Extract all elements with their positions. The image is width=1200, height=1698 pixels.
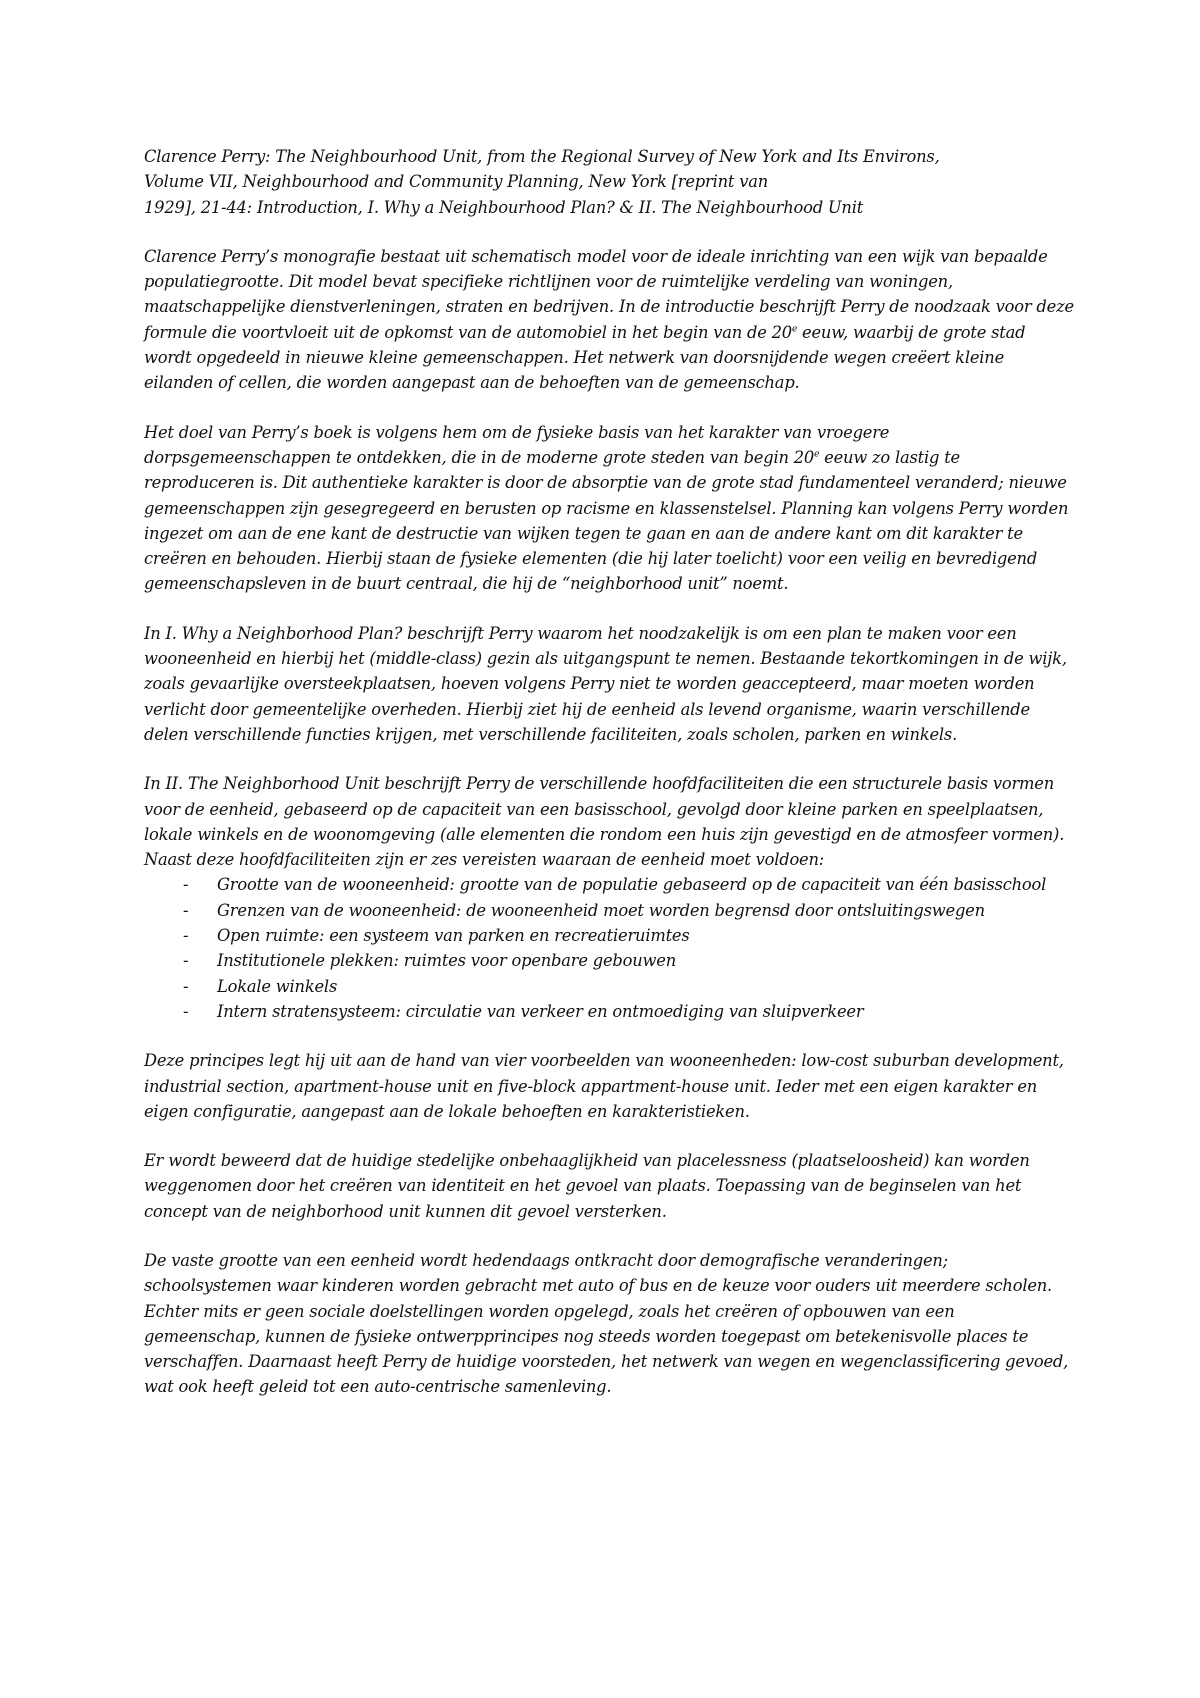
document-page <box>144 144 1074 1424</box>
list-item-text: Grenzen van de wooneenheid: de wooneenheid moet worden begrensd door ontsluitingswegen <box>217 900 985 920</box>
paragraph-introduction-text-a: Clarence Perry’s monografie bestaat uit schematisch model voor de ideale inrichting van een wijk van bepaalde populatiegrootte. Dit model bevat specifieke richtlijnen voor de ruimtelijke verdeling van woningen, maatschappelijke dienstverleningen, straten en bedrijven. In de introductie beschrijft Perry de noodzaak voor deze formule die voortvloeit uit de opkomst van de automobiel in het begin van de 20 <box>144 246 1074 342</box>
paragraph-introduction-text-b: eeuw, waarbij de grote stad wordt opgedeeld in nieuwe kleine gemeenschappen. Het netwerk van doorsnijdende wegen creëert kleine eilanden of cellen, die worden aangepast aan de behoeften van de gemeenschap. <box>144 322 1026 393</box>
list-bullet: - <box>183 1001 189 1021</box>
ordinal-superscript: e <box>814 449 820 460</box>
list-item <box>144 872 1074 897</box>
citation-line-2: Volume VII, Neighbourhood and Community Planning, New York [reprint van <box>144 172 769 192</box>
paragraph-examples: Deze principes legt hij uit aan de hand van vier voorbeelden van wooneenheden: low-cost suburban development, industrial section, apartment-house unit en five-block appartment-house unit. Ieder met een eigen karakter en eigen configuratie, aangepast aan de lokale behoeften en karakteristieken. <box>144 1051 1064 1121</box>
paragraph-chapter-two: In II. The Neighborhood Unit beschrijft Perry de verschillende hoofdfaciliteiten die een structurele basis vormen voor de eenheid, gebaseerd op de capaciteit van een basisschool, gevolgd door kleine parken en speelplaatsen, lokale winkels en de woonomgeving (alle elementen die rondom een huis zijn gevestigd en de atmosfeer vormen). Naast deze hoofdfaciliteiten zijn er zes vereisten waaraan de eenheid moet voldoen: <box>144 774 1065 870</box>
citation-line-1: Clarence Perry: The Neighbourhood Unit, from the Regional Survey of New York and Its Environs, <box>144 147 940 166</box>
list-bullet: - <box>183 900 189 920</box>
list-bullet: - <box>183 976 189 996</box>
list-item <box>144 898 1074 923</box>
list-item-text: Lokale winkels <box>217 976 338 996</box>
list-item-text: Open ruimte: een systeem van parken en recreatieruimtes <box>217 926 690 946</box>
citation-line-3: 1929], 21-44: Introduction, I. Why a Neighbourhood Plan? & II. The Neighbourhood Unit <box>144 197 864 217</box>
paragraph-book-purpose-text-b: eeuw zo lastig te reproduceren is. Dit authentieke karakter is door de absorptie van de grote stad fundamenteel veranderd; nieuwe gemeenschappen zijn gesegregeerd en berusten op racisme en klassenstelsel. Planning kan volgens Perry worden ingezet om aan de ene kant de destructie van wijken tegen te gaan en aan de andere kant om dit karakter te creëren en behouden. Hierbij staan de fysieke elementen (die hij later toelicht) voor een veilig en bevredigend gemeenschapsleven in de buurt centraal, die hij de “neighborhood unit” noemt. <box>144 447 1069 594</box>
paragraph-chapter-one: In I. Why a Neighborhood Plan? beschrijft Perry waarom het noodzakelijk is om een plan te maken voor een wooneenheid en hierbij het (middle-class) gezin als uitgangspunt te nemen. Bestaande tekortkomingen in de wijk, zoals gevaarlijke oversteekplaatsen, hoeven volgens Perry niet te worden geaccepteerd, maar moeten worden verlicht door gemeentelijke overheden. Hierbij ziet hij de eenheid als levend organisme, waarin verschillende delen verschillende functies krijgen, met verschillende faciliteiten, zoals scholen, parken en winkels. <box>144 623 1067 744</box>
list-item <box>144 923 1074 948</box>
list-bullet: - <box>183 926 189 946</box>
paragraph-placelessness: Er wordt beweerd dat de huidige stedelijke onbehaaglijkheid van placelessness (plaatseloosheid) kan worden weggenomen door het creëren van identiteit en het gevoel van plaats. Toepassing van de beginselen van het concept van de neighborhood unit kunnen dit gevoel versterken. <box>144 1151 1030 1221</box>
paragraph-critique: De vaste grootte van een eenheid wordt hedendaags ontkracht door demografische veranderingen; schoolsystemen waar kinderen worden gebracht met auto of bus en de keuze voor ouders uit meerdere scholen. Echter mits er geen sociale doelstellingen worden opgelegd, zoals het creëren of opbouwen van een gemeenschap, kunnen de fysieke ontwerpprincipes nog steeds worden toegepast om betekenisvolle places te verschaffen. Daarnaast heeft Perry de huidige voorsteden, het netwerk van wegen en wegenclassificering gevoed, wat ook heeft geleid tot een auto-centrische samenleving. <box>144 1250 1069 1397</box>
list-item-text: Intern stratensysteem: circulatie van verkeer en ontmoediging van sluipverkeer <box>217 1001 864 1021</box>
list-item-text: Grootte van de wooneenheid: grootte van de populatie gebaseerd op de capaciteit van één basisschool <box>217 875 1047 895</box>
list-item <box>144 948 1074 973</box>
list-item <box>144 999 1074 1024</box>
paragraph-book-purpose-text-a: Het doel van Perry’s boek is volgens hem om de fysieke basis van het karakter van vroegere dorpsgemeenschappen te ontdekken, die in de moderne grote steden van begin 20 <box>144 422 890 467</box>
list-bullet: - <box>183 951 189 971</box>
citation <box>144 144 1074 220</box>
ordinal-superscript: e <box>791 324 798 335</box>
list-bullet: - <box>183 875 189 895</box>
paragraph-book-purpose <box>144 420 1074 597</box>
requirements-list <box>144 872 1074 1024</box>
list-item-text: Institutionele plekken: ruimtes voor openbare gebouwen <box>217 951 676 971</box>
paragraph-introduction <box>144 244 1074 396</box>
list-item <box>144 974 1074 999</box>
